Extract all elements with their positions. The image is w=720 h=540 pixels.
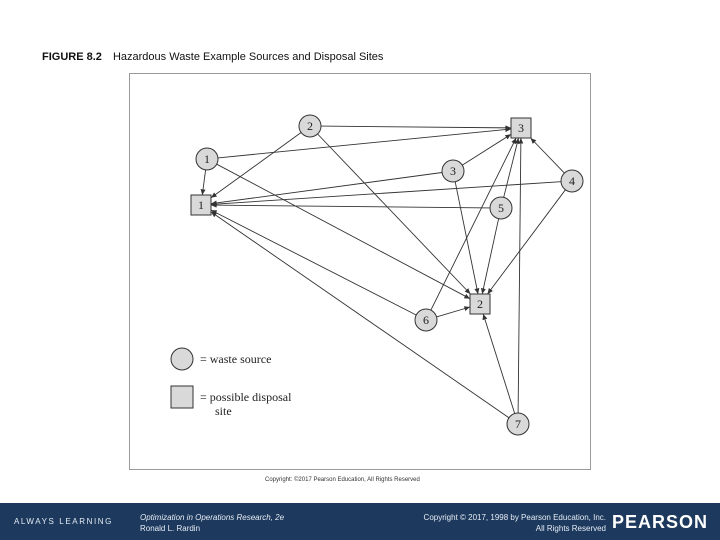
- footer-bar: [0, 503, 720, 540]
- figure-title: Hazardous Waste Example Sources and Disposal Sites: [112, 51, 384, 63]
- edge-s7-to-d3: [518, 138, 521, 413]
- waste-source-label-6: 6: [423, 313, 429, 327]
- edge-s3-to-d3: [462, 134, 511, 165]
- legend: [171, 348, 292, 418]
- waste-source-label-5: 5: [498, 201, 504, 215]
- footer-book-info: [140, 512, 284, 534]
- edge-s7-to-d2: [483, 314, 515, 414]
- waste-source-label-3: 3: [450, 164, 456, 178]
- network-diagram: [130, 74, 590, 469]
- edge-s2-to-d2: [318, 134, 471, 294]
- waste-source-label-2: 2: [307, 119, 313, 133]
- pearson-logo: PEARSON: [611, 512, 708, 532]
- waste-source-label-1: 1: [204, 152, 210, 166]
- legend-site-symbol: [171, 386, 193, 408]
- edge-s6-to-d3: [431, 138, 516, 310]
- footer-tagline: ALWAYS LEARNING: [14, 517, 113, 526]
- waste-source-label-4: 4: [569, 174, 575, 188]
- edge-s6-to-d2: [437, 307, 471, 317]
- edge-s1-to-d3: [218, 129, 511, 158]
- edge-s4-to-d3: [531, 138, 565, 173]
- legend-source-symbol: [171, 348, 193, 370]
- disposal-site-label-1: 1: [198, 198, 204, 212]
- footer-copyright-line1: Copyright © 2017, 1998 by Pearson Education, Inc.: [423, 513, 606, 522]
- edge-s2-to-d3: [321, 126, 511, 128]
- edge-s6-to-d1: [211, 210, 416, 315]
- figure-caption: [42, 51, 383, 63]
- edge-layer: [202, 126, 565, 418]
- footer-copyright-line2: All Rights Reserved: [535, 524, 606, 533]
- footer-copyright: [424, 512, 606, 534]
- footer-book-title: Optimization in Operations Research, 2e: [140, 513, 285, 522]
- node-layer: [191, 115, 583, 435]
- figure-copyright: Copyright: ©2017 Pearson Education, All Rights Reserved: [265, 477, 420, 483]
- disposal-site-label-2: 2: [477, 297, 483, 311]
- edge-s2-to-d1: [211, 133, 301, 198]
- edge-s3-to-d1: [211, 173, 442, 204]
- edge-s1-to-d1: [202, 170, 205, 195]
- disposal-site-label-3: 3: [518, 121, 524, 135]
- footer-author: Ronald L. Rardin: [140, 524, 201, 533]
- edge-s1-to-d2: [217, 164, 470, 299]
- legend-site-label: = possible disposal: [200, 390, 292, 404]
- diagram-frame: [129, 73, 591, 470]
- edge-s5-to-d3: [504, 138, 519, 197]
- edge-s5-to-d1: [211, 205, 490, 208]
- legend-site-label-cont: site: [215, 404, 232, 418]
- legend-source-label: = waste source: [200, 352, 272, 366]
- waste-source-label-7: 7: [515, 417, 521, 431]
- figure-number: FIGURE 8.2: [42, 51, 102, 63]
